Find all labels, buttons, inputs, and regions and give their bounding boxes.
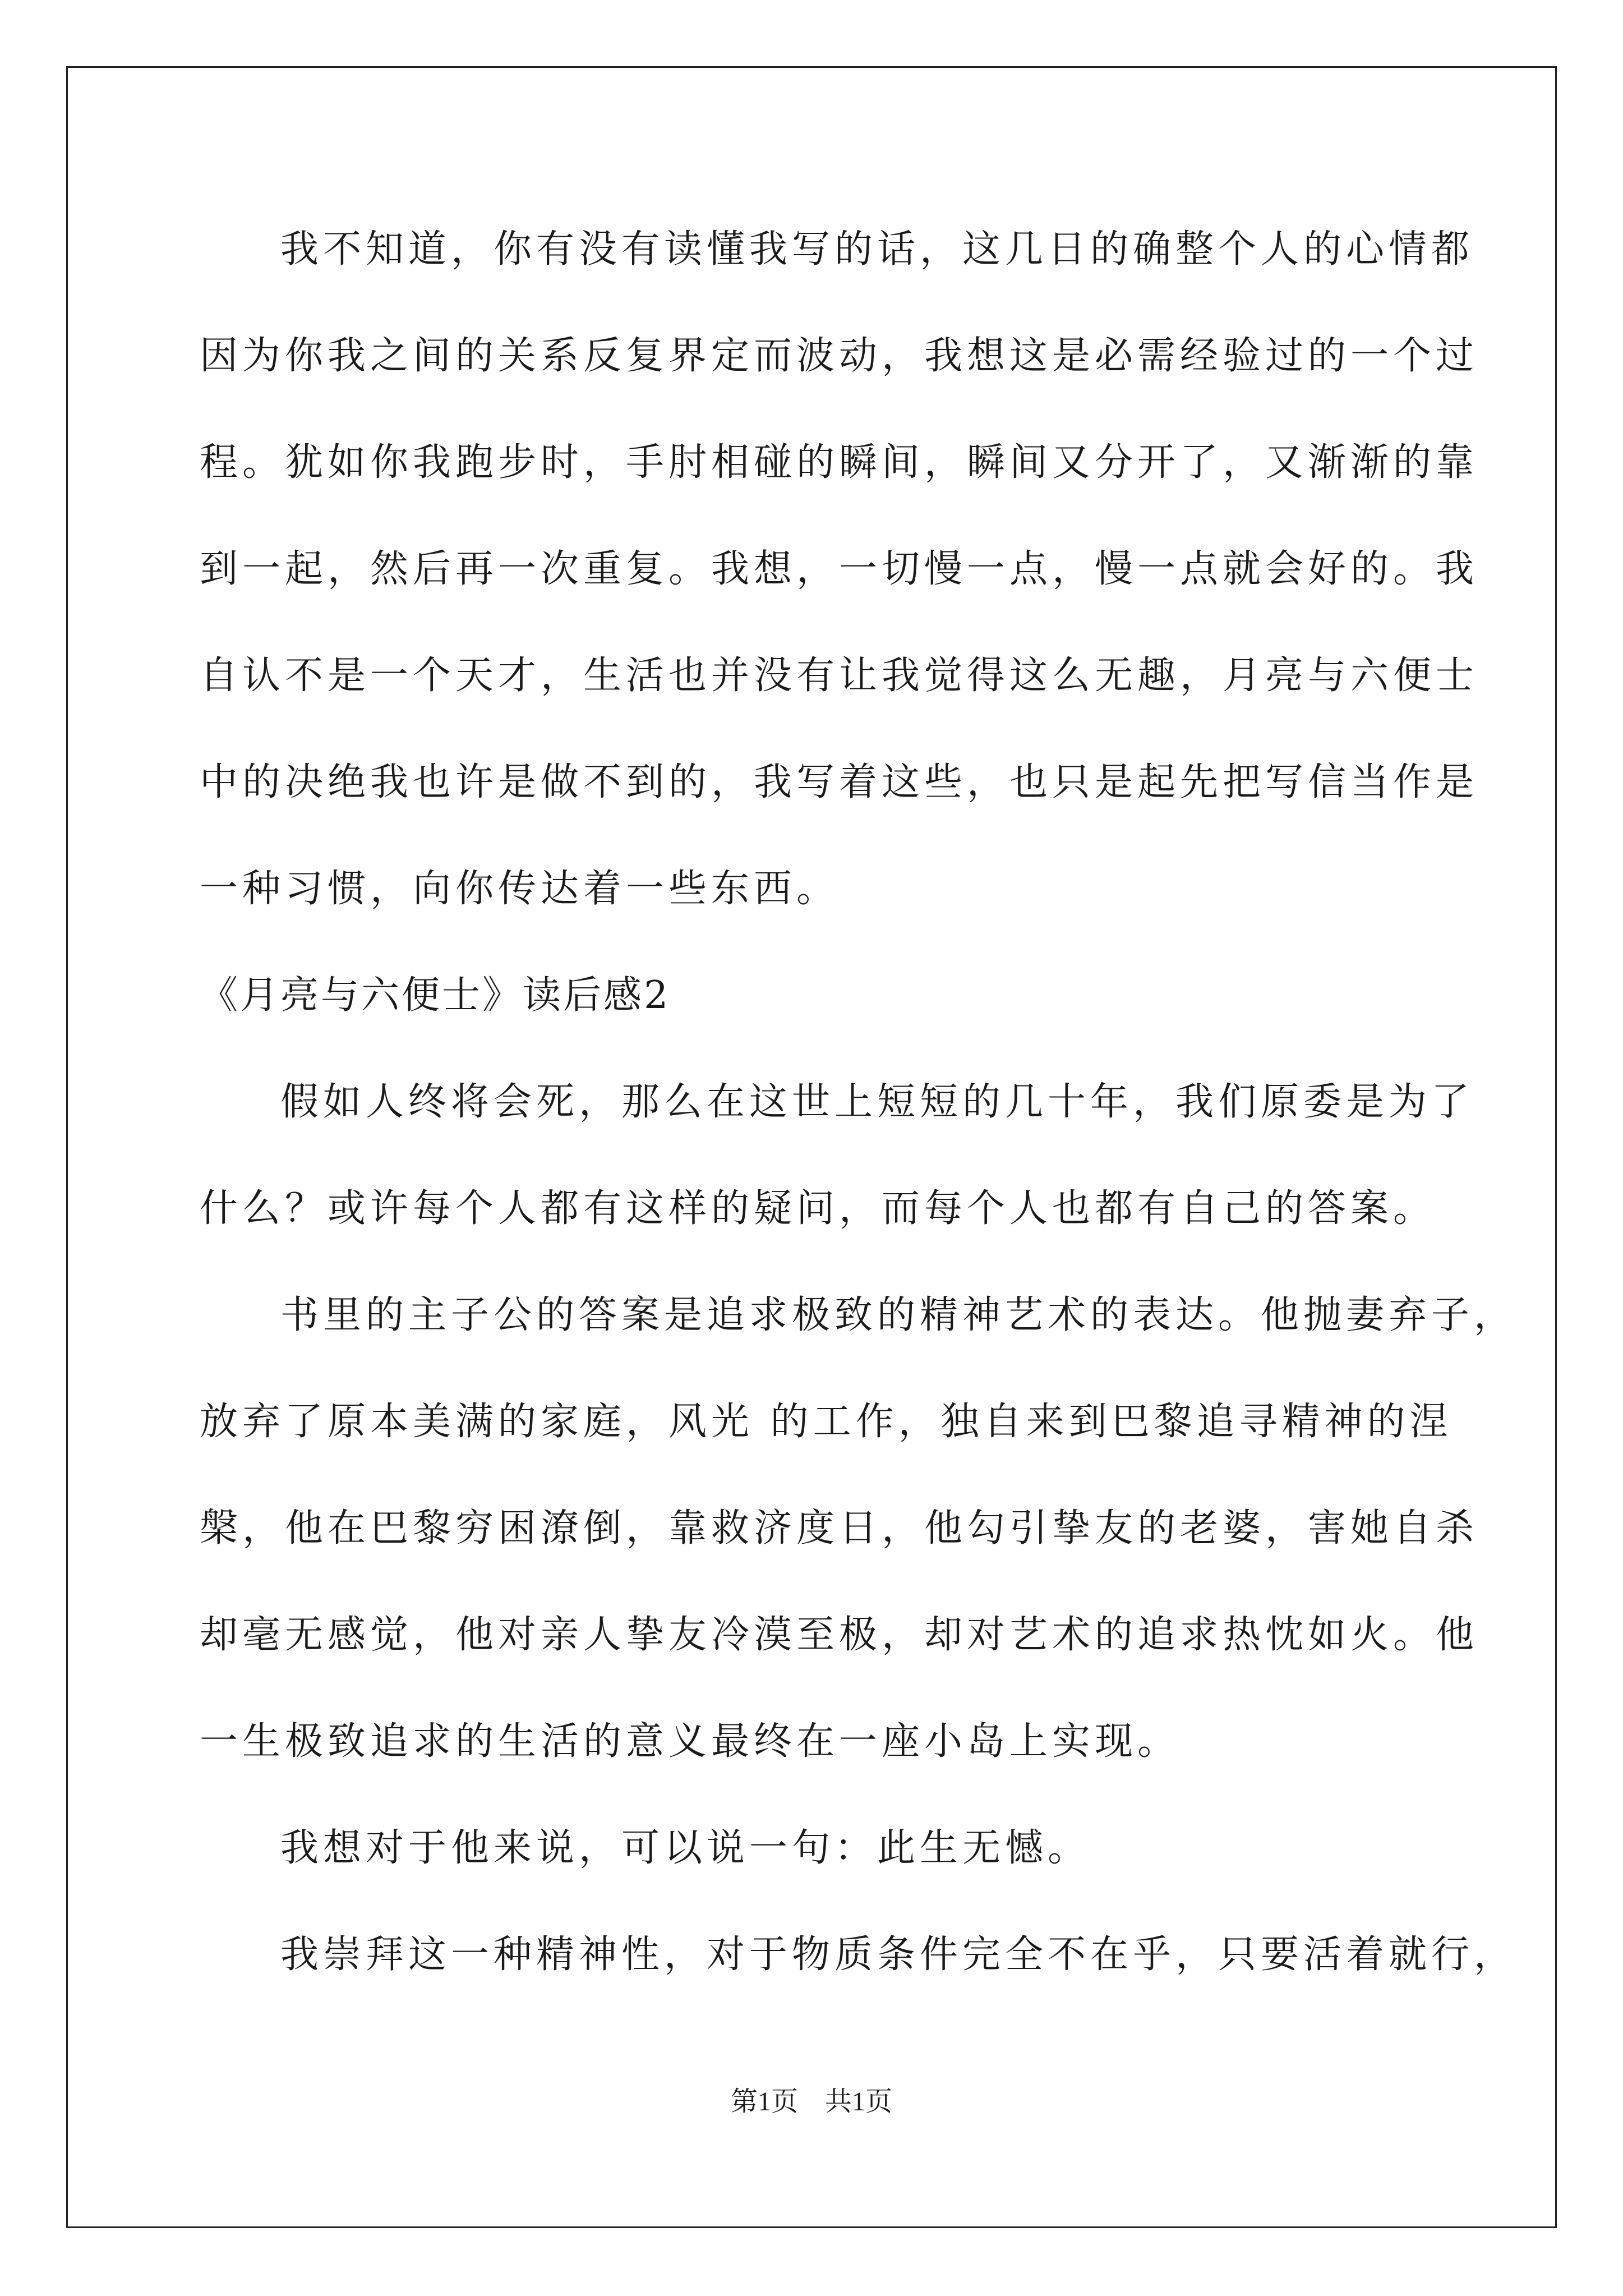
text-line: 到一起，然后再一次重复。我想，一切慢一点，慢一点就会好的。我: [200, 547, 1479, 591]
text-line: 却毫无感觉，他对亲人挚友冷漠至极，却对艺术的追求热忱如火。他: [200, 1613, 1479, 1657]
text-line: 我想对于他来说，可以说一句：此生无憾。: [280, 1826, 1091, 1870]
text-line: 书里的主子公的答案是追求极致的精神艺术的表达。他抛妻弃子，: [280, 1293, 1517, 1337]
text-line: 放弃了原本美满的家庭，风光 的工作，独自来到巴黎追寻精神的涅: [200, 1400, 1453, 1444]
section-heading: 《月亮与六便士》读后感2: [200, 973, 671, 1018]
text-line: 我崇拜这一种精神性，对于物质条件完全不在乎，只要活着就行，: [280, 1932, 1517, 1977]
text-line: 槃，他在巴黎穷困潦倒，靠救济度日，他勾引挚友的老婆，害她自杀: [200, 1506, 1479, 1550]
text-line: 程。犹如你我跑步时，手肘相碰的瞬间，瞬间又分开了，又渐渐的靠: [200, 440, 1479, 485]
text-line: 因为你我之间的关系反复界定而波动，我想这是必需经验过的一个过: [200, 334, 1479, 378]
page-number-footer: 第1页 共1页: [730, 2087, 892, 2116]
page-border: [66, 66, 1557, 2228]
text-line: 一生极致追求的生活的意义最终在一座小岛上实现。: [200, 1719, 1181, 1764]
text-line: 我不知道，你有没有读懂我写的话，这几日的确整个人的心情都: [280, 227, 1474, 272]
text-line: 自认不是一个天才，生活也并没有让我觉得这么无趣，月亮与六便士: [200, 654, 1479, 698]
text-line: 假如人终将会死，那么在这世上短短的几十年，我们原委是为了: [280, 1080, 1474, 1124]
text-line: 一种习惯，向你传达着一些东西。: [200, 867, 840, 911]
text-line: 中的决绝我也许是做不到的，我写着这些，也只是起先把写信当作是: [200, 760, 1479, 804]
text-line: 什么？或许每个人都有这样的疑问，而每个人也都有自己的答案。: [200, 1186, 1436, 1231]
